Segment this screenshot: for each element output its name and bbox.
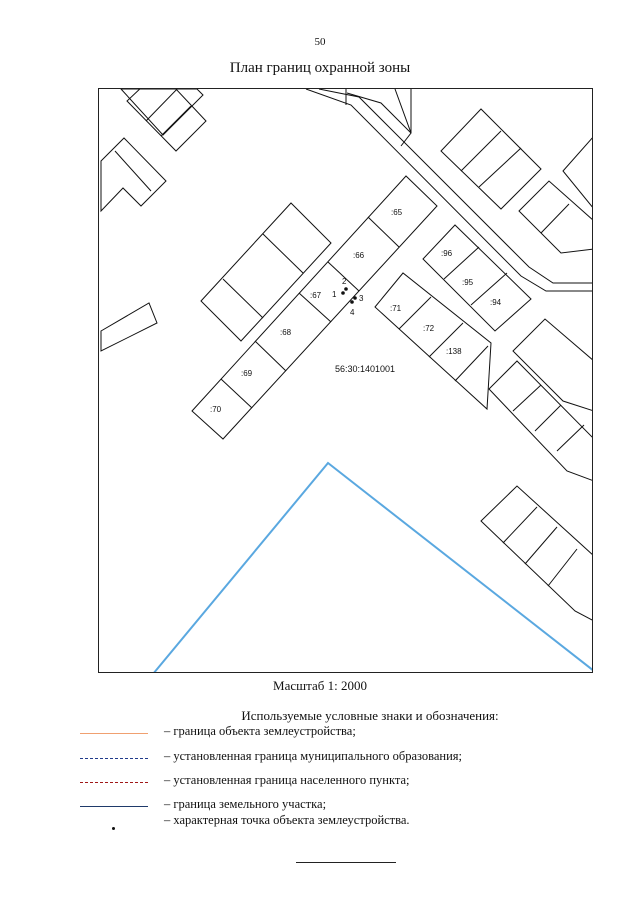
parcel-boundaries — [101, 89, 593, 621]
parcel-label: :94 — [490, 298, 502, 307]
point-4 — [350, 300, 354, 304]
legend-item-municipal-boundary — [0, 749, 640, 767]
legend-item-characteristic-point — [0, 813, 640, 831]
legend-point-sample — [112, 827, 115, 830]
parcel-label: :65 — [391, 208, 403, 217]
point-1 — [341, 291, 345, 295]
parcel-label: :71 — [390, 304, 402, 313]
legend-line-sample — [80, 782, 148, 783]
page-title: План границ охранной зоны — [229, 60, 411, 76]
legend-line-sample — [80, 758, 148, 759]
parcel-label: :95 — [462, 278, 474, 287]
legend-title: Используемые условные знаки и обозначения: — [241, 708, 499, 723]
parcel-label: :67 — [310, 291, 322, 300]
legend-item-object-boundary — [0, 724, 640, 742]
parcel-label: :68 — [280, 328, 292, 337]
legend-line-sample — [80, 733, 148, 734]
legend-text: – граница земельного участка; — [164, 797, 327, 811]
cadastral-map — [99, 89, 593, 673]
cadastral-quarter-label: 56:30:1401001 — [335, 364, 396, 374]
point-label: 3 — [359, 294, 364, 303]
legend-line-sample — [80, 806, 148, 807]
point-3 — [353, 296, 357, 300]
legend-text: – граница объекта землеустройства; — [164, 724, 356, 738]
signature-line — [296, 862, 396, 863]
point-label: 1 — [332, 290, 337, 299]
legend-text: – установленная граница населенного пункта; — [164, 773, 410, 787]
parcel-label: :66 — [353, 251, 365, 260]
point-label: 2 — [342, 277, 347, 286]
map-scale: Масштаб 1: 2000 — [273, 678, 367, 693]
parcel-label: :138 — [446, 347, 462, 356]
point-labels — [332, 277, 364, 317]
point-2 — [344, 287, 348, 291]
legend-text: – характерная точка объекта землеустройства. — [164, 813, 410, 827]
legend-item-settlement-boundary — [0, 773, 640, 791]
parcel-label: :72 — [423, 324, 435, 333]
parcel-block — [121, 89, 203, 135]
legend-text: – установленная граница муниципального образования; — [164, 749, 463, 763]
map-frame — [98, 88, 593, 673]
parcel-label: :96 — [441, 249, 453, 258]
point-label: 4 — [350, 308, 355, 317]
parcel-label: :69 — [241, 369, 253, 378]
parcel-label: :70 — [210, 405, 222, 414]
page-number: 50 — [314, 36, 326, 48]
